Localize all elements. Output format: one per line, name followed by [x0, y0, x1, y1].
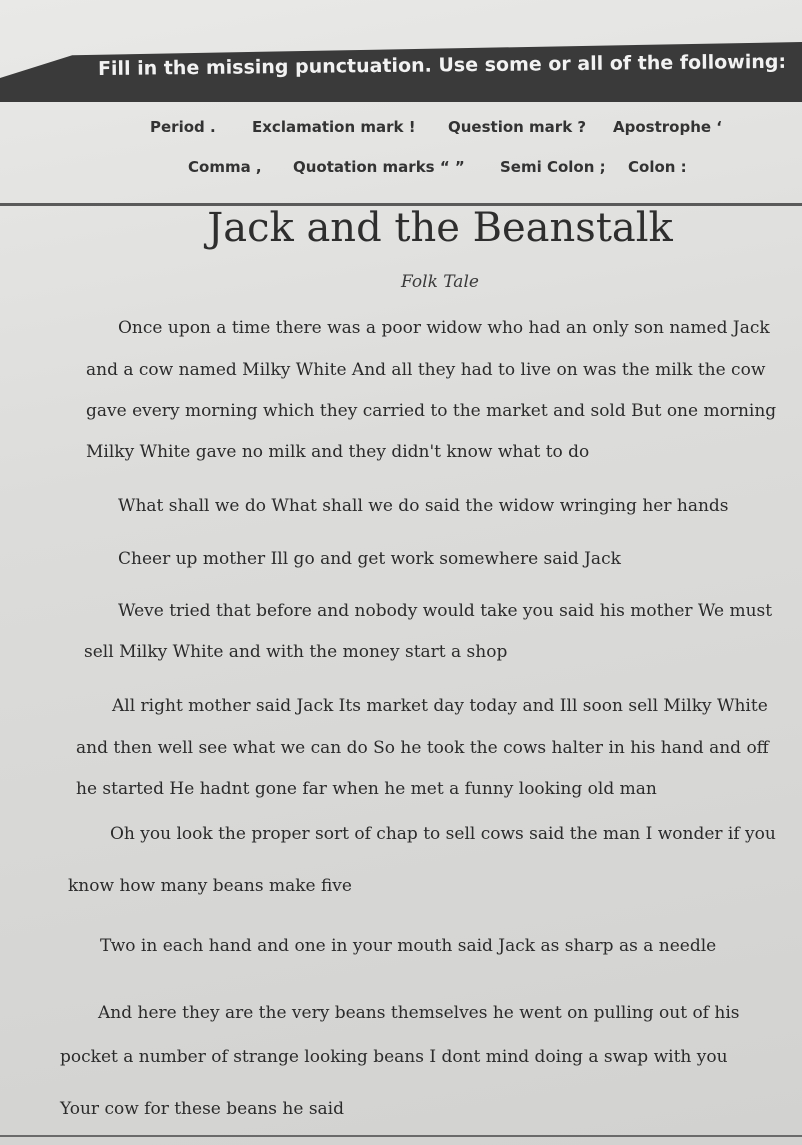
- story-line-1: Once upon a time there was a poor widow who had an only son named Jack: [118, 318, 770, 338]
- punctuation-list-row-2: [0, 158, 802, 180]
- punctuation-list-row-1: [0, 118, 802, 140]
- mark-period: Period .: [150, 118, 216, 136]
- story-line-9: All right mother said Jack Its market day today and Ill soon sell Milky White: [112, 696, 768, 716]
- story-line-13: know how many beans make five: [68, 876, 352, 896]
- story-line-2: and a cow named Milky White And all they had to live on was the milk the cow: [86, 360, 766, 380]
- story-line-17: Your cow for these beans he said: [60, 1099, 345, 1119]
- instructions-text: Fill in the missing punctuation. Use some or all of the following:: [97, 50, 787, 80]
- bottom-edge: [0, 1135, 802, 1137]
- mark-question: Question mark ?: [448, 118, 587, 136]
- mark-colon: Colon :: [628, 158, 687, 176]
- story-line-7: Weve tried that before and nobody would take you said his mother We must: [118, 601, 773, 621]
- mark-apostrophe: Apostrophe ‘: [613, 118, 722, 136]
- mark-comma: Comma ,: [188, 158, 262, 176]
- story-line-6: Cheer up mother Ill go and get work somewhere said Jack: [118, 549, 621, 569]
- story-line-16: pocket a number of strange looking beans I dont mind doing a swap with you: [60, 1047, 728, 1067]
- story-line-4: Milky White gave no milk and they didn't know what to do: [86, 442, 590, 462]
- story-line-10: and then well see what we can do So he took the cows halter in his hand and off: [76, 738, 769, 758]
- story-line-12: Oh you look the proper sort of chap to sell cows said the man I wonder if you: [110, 824, 776, 844]
- story-subtitle: Folk Tale: [401, 272, 479, 292]
- story-line-3: gave every morning which they carried to the market and sold But one morning: [86, 401, 777, 421]
- mark-semicolon: Semi Colon ;: [500, 158, 606, 176]
- story-line-14: Two in each hand and one in your mouth said Jack as sharp as a needle: [100, 936, 717, 956]
- story-line-5: What shall we do What shall we do said the widow wringing her hands: [118, 496, 729, 516]
- story-line-11: he started He hadnt gone far when he met a funny looking old man: [76, 779, 657, 799]
- mark-exclamation: Exclamation mark !: [252, 118, 416, 136]
- story-line-8: sell Milky White and with the money start a shop: [84, 642, 508, 662]
- mark-quotation: Quotation marks “ ”: [293, 158, 465, 176]
- story-title: Jack and the Beanstalk: [207, 205, 673, 251]
- story-line-15: And here they are the very beans themselves he went on pulling out of his: [98, 1003, 740, 1023]
